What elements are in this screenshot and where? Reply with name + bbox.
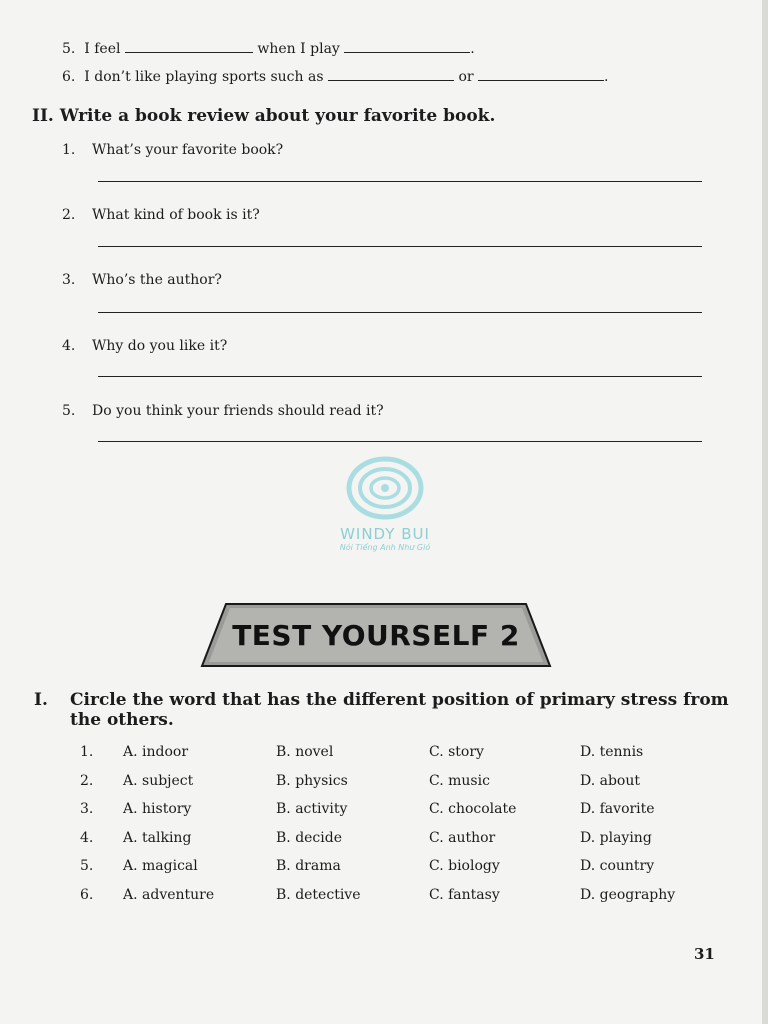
- stress-question-row: [0, 773, 768, 797]
- swirl-icon: [345, 455, 425, 521]
- question-number: 4.: [80, 830, 94, 846]
- option-b[interactable]: B. detective: [276, 887, 361, 903]
- watermark-logo: [320, 455, 450, 552]
- option-a[interactable]: A. talking: [123, 830, 192, 846]
- option-d[interactable]: D. tennis: [580, 744, 644, 760]
- option-c[interactable]: C. fantasy: [429, 887, 500, 903]
- option-a[interactable]: A. magical: [123, 858, 198, 874]
- stress-question-row: [0, 887, 768, 911]
- option-d[interactable]: D. geography: [580, 887, 676, 903]
- answer-blank[interactable]: [125, 40, 253, 53]
- answer-line[interactable]: [98, 376, 702, 377]
- option-a[interactable]: A. history: [123, 801, 192, 817]
- option-b[interactable]: B. drama: [276, 858, 341, 874]
- question-text: Do you think your friends should read it?: [92, 403, 384, 419]
- option-b[interactable]: B. physics: [276, 773, 348, 789]
- stress-question-row: [0, 744, 768, 768]
- option-b[interactable]: B. decide: [276, 830, 343, 846]
- answer-line[interactable]: [98, 441, 702, 442]
- fill-blank-item: 6. I don’t like playing sports such as or .: [62, 69, 609, 85]
- question-text: Who’s the author?: [92, 272, 222, 288]
- section-i-instruction: Circle the word that has the different position of primary stress from the others.: [70, 690, 729, 730]
- option-c[interactable]: C. author: [429, 830, 496, 846]
- option-a[interactable]: A. indoor: [123, 744, 189, 760]
- answer-blank[interactable]: [328, 68, 454, 81]
- question-number: 6.: [80, 887, 94, 903]
- question-number: 5.: [80, 858, 94, 874]
- option-c[interactable]: C. biology: [429, 858, 500, 874]
- question-number: 1.: [80, 744, 94, 760]
- banner-title: TEST YOURSELF 2: [232, 618, 520, 652]
- question-text: What’s your favorite book?: [92, 142, 284, 158]
- question-number: 3.: [80, 801, 94, 817]
- answer-blank[interactable]: [344, 40, 470, 53]
- question-number: 5.: [62, 403, 76, 419]
- answer-blank[interactable]: [478, 68, 604, 81]
- question-number: 2.: [62, 207, 76, 223]
- option-b[interactable]: B. novel: [276, 744, 334, 760]
- section-i-label: I.: [34, 690, 48, 710]
- watermark-tagline: Nói Tiếng Anh Như Gió: [339, 543, 431, 552]
- option-a[interactable]: A. subject: [123, 773, 194, 789]
- option-a[interactable]: A. adventure: [123, 887, 215, 903]
- watermark-brand: WINDY BUI: [340, 525, 430, 543]
- answer-line[interactable]: [98, 246, 702, 247]
- option-d[interactable]: D. favorite: [580, 801, 655, 817]
- page-number: 31: [694, 945, 715, 963]
- option-d[interactable]: D. playing: [580, 830, 652, 846]
- question-number: 1.: [62, 142, 76, 158]
- stress-question-row: [0, 858, 768, 882]
- question-text: Why do you like it?: [92, 338, 228, 354]
- fill-blank-item: 5. I feel when I play .: [62, 41, 475, 57]
- stress-question-row: [0, 801, 768, 825]
- answer-line[interactable]: [98, 181, 702, 182]
- option-c[interactable]: C. story: [429, 744, 484, 760]
- question-number: 2.: [80, 773, 94, 789]
- section-ii-heading: II. Write a book review about your favorite book.: [32, 106, 496, 126]
- option-d[interactable]: D. about: [580, 773, 641, 789]
- question-number: 3.: [62, 272, 76, 288]
- question-text: What kind of book is it?: [92, 207, 260, 223]
- answer-line[interactable]: [98, 312, 702, 313]
- stress-question-row: [0, 830, 768, 854]
- option-c[interactable]: C. music: [429, 773, 490, 789]
- option-c[interactable]: C. chocolate: [429, 801, 517, 817]
- option-d[interactable]: D. country: [580, 858, 655, 874]
- option-b[interactable]: B. activity: [276, 801, 348, 817]
- test-yourself-banner: [200, 602, 552, 668]
- question-number: 4.: [62, 338, 76, 354]
